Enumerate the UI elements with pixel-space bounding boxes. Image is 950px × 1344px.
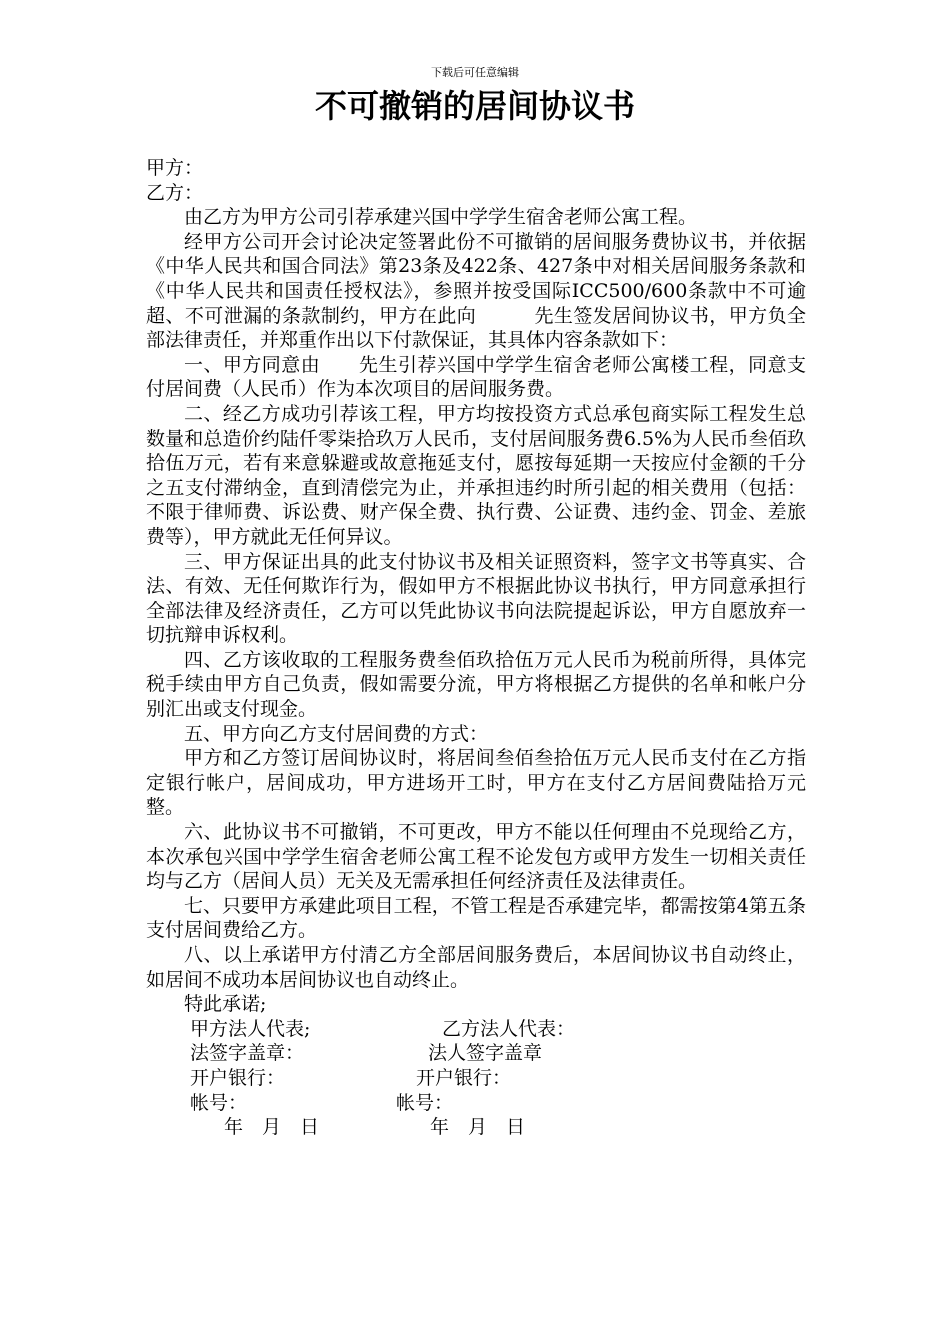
party-b-rep-label: 乙方法人代表： <box>442 1017 576 1040</box>
signature-account-row <box>146 1091 806 1116</box>
paragraph-basis: 经甲方公司开会讨论决定签署此份不可撤销的居间服务费协议书，并依据《中华人民共和国合同法》第23条及422条、427条中对相关居间服务条款和《中华人民共和国责任授权法》，参照并按受国际ICC500/600条款中不可逾超、不可泄漏的条款制约，甲方在此向 先生签发居间协议书，甲方负全部法律责任，并郑重作出以下付款保证，其具体内容条款如下： <box>146 230 806 352</box>
party-b-seal-label: 法人签字盖章 <box>428 1042 543 1065</box>
party-a-bank-label: 开户银行： <box>190 1066 286 1089</box>
party-a-rep-label: 甲方法人代表; <box>190 1017 311 1040</box>
party-b-line: 乙方： <box>146 181 204 204</box>
party-a-date: 年 月 日 <box>224 1116 320 1139</box>
signature-rep-row <box>146 1017 806 1042</box>
clause-7: 七、只要甲方承建此项目工程，不管工程是否承建完毕，都需按第4第五条支付居间费给乙方。 <box>146 894 806 942</box>
clause-6: 六、此协议书不可撤销，不可更改，甲方不能以任何理由不兑现给乙方，本次承包兴国中学学生宿舍老师公寓工程不论发包方或甲方发生一切相关责任均与乙方（居间人员）无关及无需承担任何经济责任及法律责任。 <box>146 821 806 893</box>
clause-2: 二、经乙方成功引荐该工程，甲方均按投资方式总承包商实际工程发生总数量和总造价约陆仟零柒拾玖万人民币，支付居间服务费6.5%为人民币叁佰玖拾伍万元，若有来意躲避或故意拖延支付，愿按每延期一天按应付金额的千分之五支付滞纳金，直到清偿完为止，并承担违约时所引起的相关费用（包括：不限于律师费、诉讼费、财产保全费、执行费、公证费、违约金、罚金、差旅费等），甲方就此无任何异议。 <box>146 402 806 548</box>
party-b-account-label: 帐号： <box>396 1091 454 1114</box>
document-body <box>146 156 806 1140</box>
signature-seal-row <box>146 1041 806 1066</box>
party-a-line: 甲方： <box>146 157 204 179</box>
party-a-seal-label: 法签字盖章： <box>190 1042 305 1065</box>
clause-8: 八、以上承诺甲方付清乙方全部居间服务费后，本居间协议书自动终止，如居间不成功本居间协议也自动终止。 <box>146 944 806 991</box>
signature-bank-row <box>146 1066 806 1091</box>
signature-date-row <box>146 1115 806 1140</box>
clause-1: 一、甲方同意由 先生引荐兴国中学学生宿舍老师公寓楼工程，同意支付居间费（人民币）作为本次项目的居间服务费。 <box>146 353 806 401</box>
clause-5-detail: 甲方和乙方签订居间协议时，将居间叁佰叁拾伍万元人民币支付在乙方指定银行帐户，居间成功，甲方进场开工时，甲方在支付乙方居间费陆拾万元整。 <box>146 747 806 819</box>
party-a-account-label: 帐号： <box>190 1091 248 1114</box>
closing-statement: 特此承诺; <box>184 993 267 1016</box>
header-note: 下载后可任意编辑 <box>431 66 519 79</box>
clause-4: 四、乙方该收取的工程服务费叁佰玖拾伍万元人民币为税前所得，具体完税手续由甲方自己负责，假如需要分流，甲方将根据乙方提供的名单和帐户分别汇出或支付现金。 <box>146 648 806 721</box>
clause-3: 三、甲方保证出具的此支付协议书及相关证照资料，签字文书等真实、合法、有效、无任何欺诈行为，假如甲方不根据此协议书执行，甲方同意承担行全部法律及经济责任，乙方可以凭此协议书向法院提起诉讼，甲方自愿放弃一切抗辩申诉权利。 <box>146 550 806 647</box>
paragraph-intro: 由乙方为甲方公司引荐承建兴国中学学生宿舍老师公寓工程。 <box>184 206 698 229</box>
party-b-bank-label: 开户银行： <box>416 1066 512 1089</box>
document-title: 不可撤销的居间协议书 <box>314 87 635 125</box>
clause-5: 五、甲方向乙方支付居间费的方式： <box>184 722 489 745</box>
party-b-date: 年 月 日 <box>430 1116 526 1139</box>
